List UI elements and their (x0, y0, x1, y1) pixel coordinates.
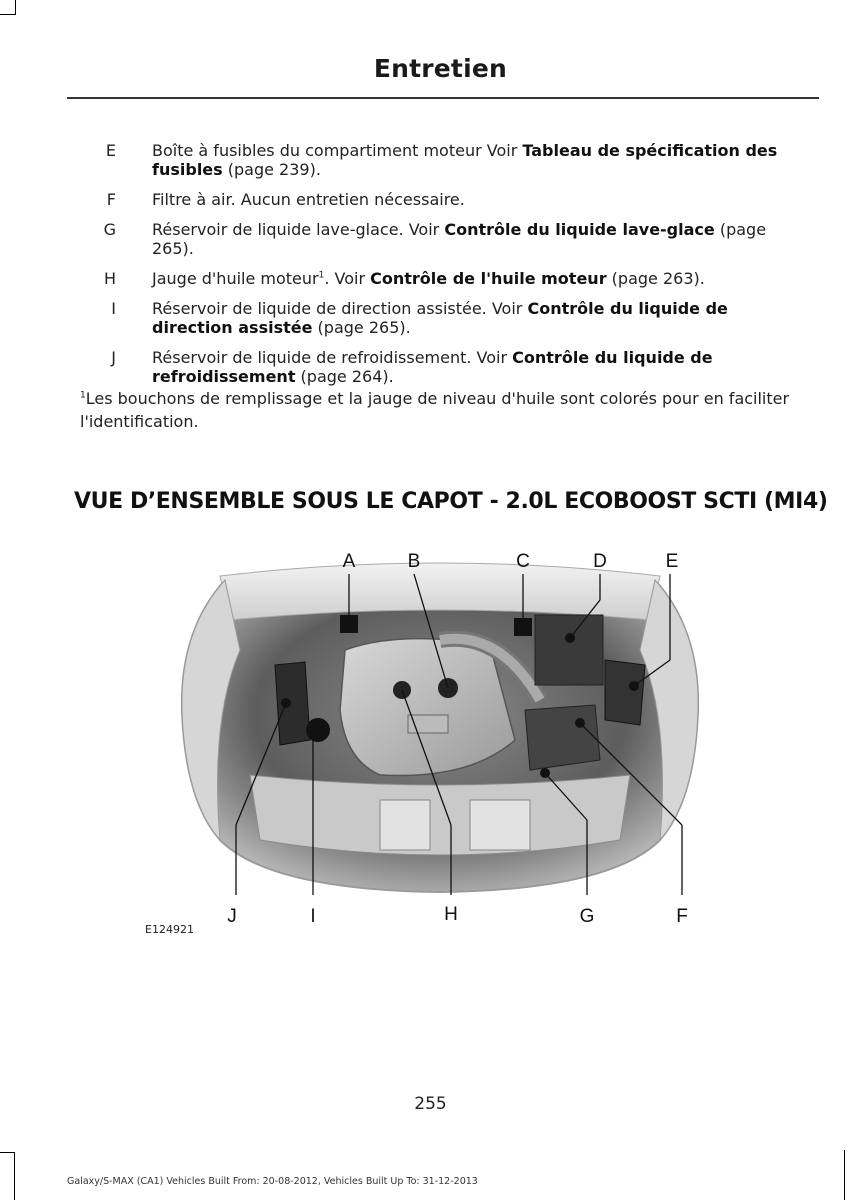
page-number: 255 (414, 1094, 447, 1114)
callout-label: A (342, 551, 356, 572)
item-text: Filtre à air. Aucun entretien nécessaire. (152, 190, 465, 209)
list-item (80, 299, 812, 337)
callout-label: E (665, 551, 679, 572)
list-item (80, 220, 812, 258)
callout-label: G (579, 906, 595, 927)
item-text: Boîte à fusibles du compartiment moteur Voir Tableau de spécification des fusibles (page 239). (152, 141, 778, 179)
list-item (80, 269, 812, 288)
crop-mark (0, 14, 16, 15)
item-text: Réservoir de liquide de direction assistée. Voir Contrôle du liquide de direction assistée (page 265). (152, 299, 728, 337)
crop-mark (0, 1152, 15, 1153)
item-letter: E (105, 141, 116, 160)
item-text: Jauge d'huile moteur$^1$. Voir Contrôle de l'huile moteur (page 263). (152, 269, 705, 288)
callout-label: C (516, 551, 530, 572)
callout-label: B (407, 551, 421, 572)
footer-text: Galaxy/S-MAX (CA1) Vehicles Built From: 20-08-2012, Vehicles Built Up To: 31-12-2013 (67, 1176, 478, 1187)
page-title: Entretien (373, 54, 507, 83)
footnote: $^1$Les bouchons de remplissage et la jauge de niveau d'huile sont colorés pour en faciliter l'identification. (80, 389, 790, 431)
item-text: Réservoir de liquide de refroidissement. Voir Contrôle du liquide de refroidissement (page 264). (152, 348, 713, 386)
engine-bay-illustration (140, 540, 740, 950)
item-letter: F (106, 190, 116, 209)
callout-label: D (593, 551, 607, 572)
item-text: Réservoir de liquide lave-glace. Voir Contrôle du liquide lave-glace (page 265). (152, 220, 767, 258)
crop-mark (15, 0, 16, 14)
callout-label: H (444, 904, 458, 925)
legend-list (80, 141, 812, 397)
item-letter: J (111, 348, 116, 367)
section-heading: VUE D’ENSEMBLE SOUS LE CAPOT - 2.0L ECOBOOST SCTI (MI4) (74, 489, 828, 514)
callout-label: F (676, 906, 688, 927)
list-item (80, 348, 812, 386)
item-letter: H (103, 269, 116, 288)
item-letter: G (103, 220, 116, 239)
item-letter: I (111, 299, 116, 318)
callout-label: I (310, 906, 316, 927)
header-divider (67, 97, 819, 99)
crop-mark (844, 1150, 845, 1200)
list-item (80, 190, 812, 209)
list-item (80, 141, 812, 179)
figure-code: E124921 (145, 923, 194, 936)
crop-mark (14, 1152, 15, 1200)
callout-label: J (227, 906, 237, 927)
